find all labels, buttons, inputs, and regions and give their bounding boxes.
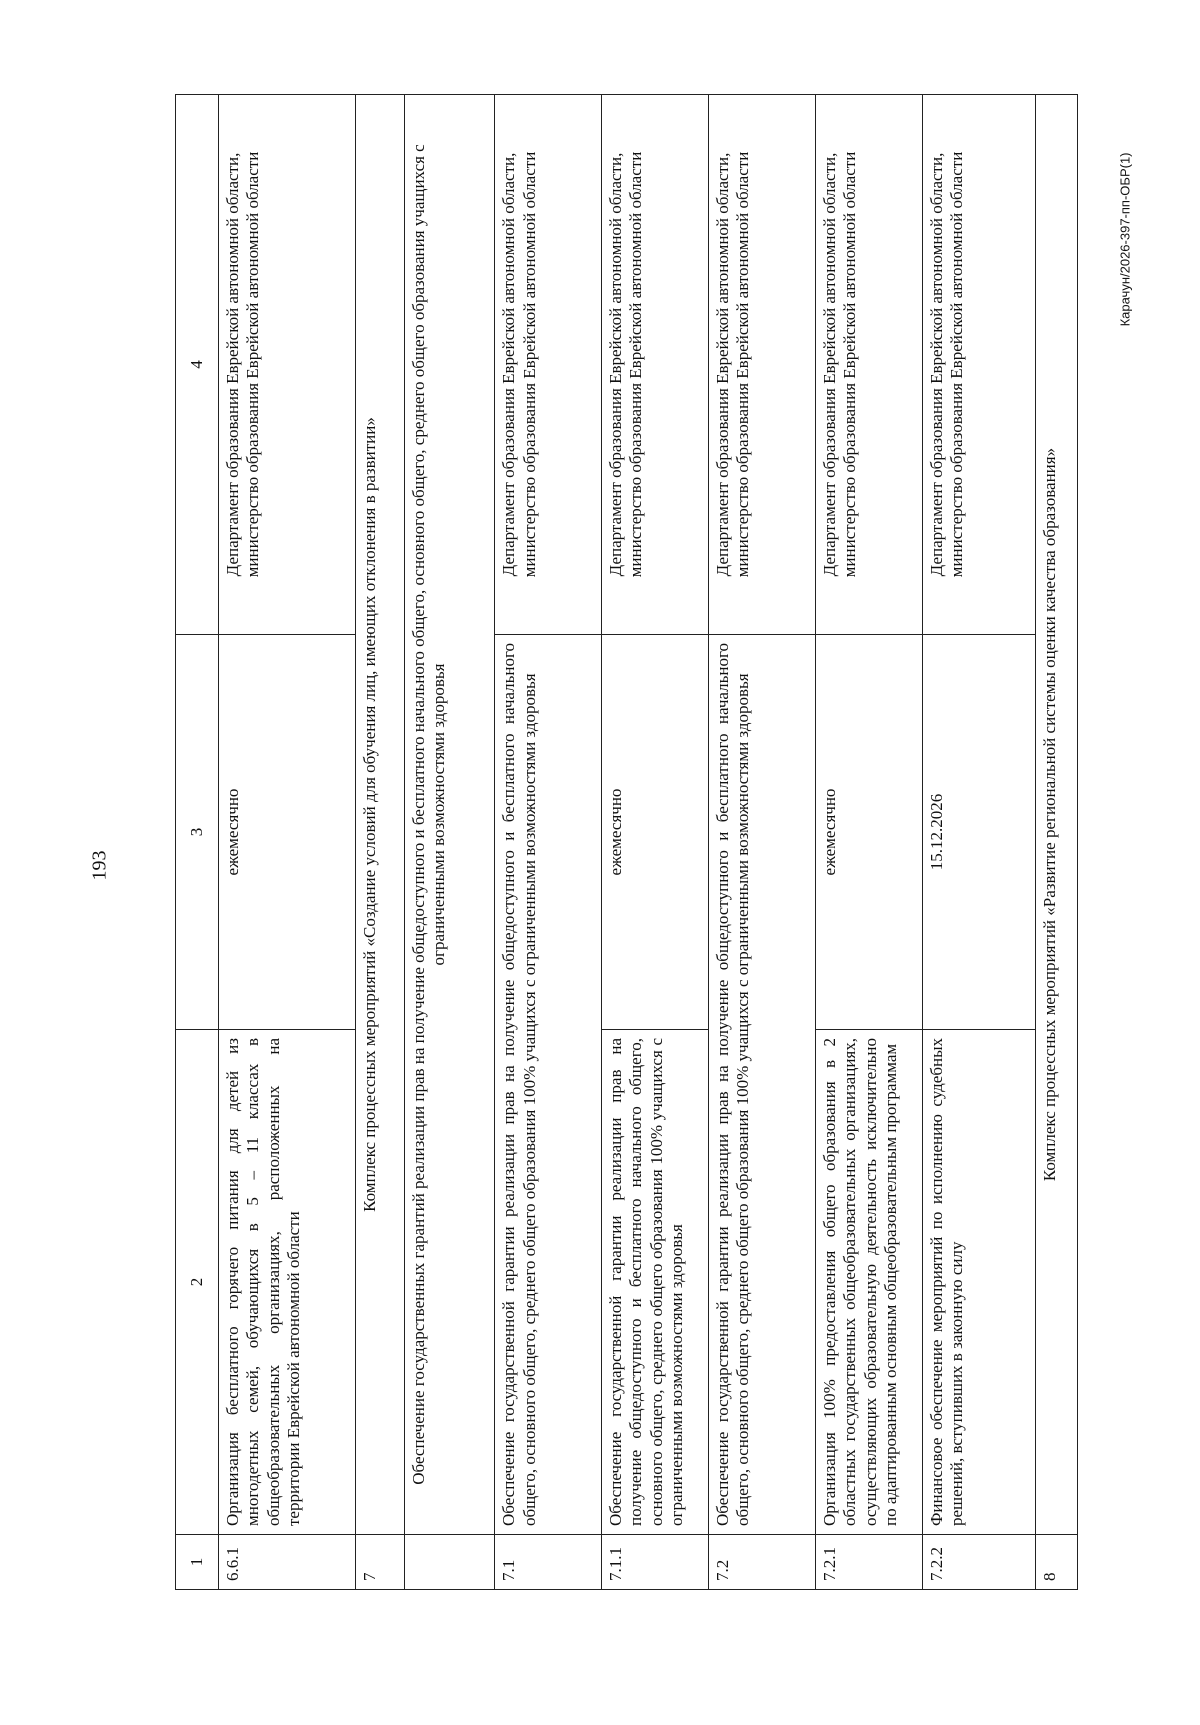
row-number: 8	[1035, 1535, 1077, 1590]
row-number	[404, 1535, 495, 1590]
row-number: 7.2.2	[922, 1535, 1035, 1590]
term-cell: ежемесячно	[602, 635, 709, 1030]
responsible-cell: Департамент образования Еврейской автономной области, министерство образования Еврейской автономной области	[922, 95, 1035, 635]
responsible-cell: Департамент образования Еврейской автономной области, министерство образования Еврейской автономной области	[708, 95, 815, 635]
header-col-4: 4	[176, 95, 219, 635]
responsible-cell: Департамент образования Еврейской автономной области, министерство образования Еврейской автономной области	[602, 95, 709, 635]
term-cell: ежемесячно	[219, 635, 356, 1030]
rotated-page-content	[175, 95, 1078, 1590]
table-row	[922, 95, 1035, 1590]
table-row	[495, 95, 602, 1590]
document-code	[1115, 152, 1135, 615]
activity-cell: Обеспечение государственной гарантии реализации прав на получение общедоступного и бесплатного начального общего, основного общего, среднего общего образования 100% учащихся с ограниченными возможностями здоровья	[602, 1030, 709, 1535]
table-row-section	[356, 95, 405, 1590]
section-title: Комплекс процессных мероприятий «Развитие региональной системы оценки качества образования»	[1035, 95, 1077, 1535]
table-header-row	[176, 95, 219, 1590]
table-row	[219, 95, 356, 1590]
header-col-2: 2	[176, 1030, 219, 1535]
measures-table	[175, 94, 1078, 1590]
activity-cell: Обеспечение государственной гарантии реализации прав на получение общедоступного и бесплатного начального общего, основного общего, среднего общего образования 100% учащихся с ограниченными возможностями здоровья	[495, 635, 602, 1535]
table-row-section	[404, 95, 495, 1590]
row-number: 7.1.1	[602, 1535, 709, 1590]
section-title: Комплекс процессных мероприятий «Создание условий для обучения лиц, имеющих отклонения в развитии»	[356, 95, 405, 1535]
term-cell: 15.12.2026	[922, 635, 1035, 1030]
table-row	[708, 95, 815, 1590]
page-number: 193	[88, 850, 111, 881]
activity-cell: Организация бесплатного горячего питания для детей из многодетных семей, обучающихся в 5 – 11 классах в общеобразовательных организациях, расположенных на территории Еврейской автономной области	[219, 1030, 356, 1535]
table-row	[602, 95, 709, 1590]
activity-cell: Финансовое обеспечение мероприятий по исполнению судебных решений, вступивших в законную силу	[922, 1030, 1035, 1535]
term-cell: ежемесячно	[815, 635, 922, 1030]
document-code-text: Карачун/2026-397-пп-ОБР(1)	[1117, 152, 1133, 327]
row-number: 7	[356, 1535, 405, 1590]
table-row	[815, 95, 922, 1590]
responsible-cell: Департамент образования Еврейской автономной области, министерство образования Еврейской автономной области	[219, 95, 356, 635]
row-number: 6.6.1	[219, 1535, 356, 1590]
row-number: 7.2.1	[815, 1535, 922, 1590]
responsible-cell: Департамент образования Еврейской автономной области, министерство образования Еврейской автономной области	[495, 95, 602, 635]
section-subtitle: Обеспечение государственных гарантий реализации прав на получение общедоступного и бесплатного начального общего, основного общего, среднего общего образования учащихся с ограниченными возможностями здоровья	[404, 95, 495, 1535]
table-row-section	[1035, 95, 1077, 1590]
row-number: 7.1	[495, 1535, 602, 1590]
activity-cell: Обеспечение государственной гарантии реализации прав на получение общедоступного и бесплатного начального общего, основного общего, среднего общего образования 100% учащихся с ограниченными возможностями здоровья	[708, 635, 815, 1535]
row-number: 7.2	[708, 1535, 815, 1590]
header-col-3: 3	[176, 635, 219, 1030]
activity-cell: Организация 100% предоставления общего образования в 2 областных государственных общеобразовательных организациях, осуществляющих образовательную деятельность исключительно по адаптированным основным общеобразовательным программам	[815, 1030, 922, 1535]
responsible-cell: Департамент образования Еврейской автономной области, министерство образования Еврейской автономной области	[815, 95, 922, 635]
header-col-1: 1	[176, 1535, 219, 1590]
